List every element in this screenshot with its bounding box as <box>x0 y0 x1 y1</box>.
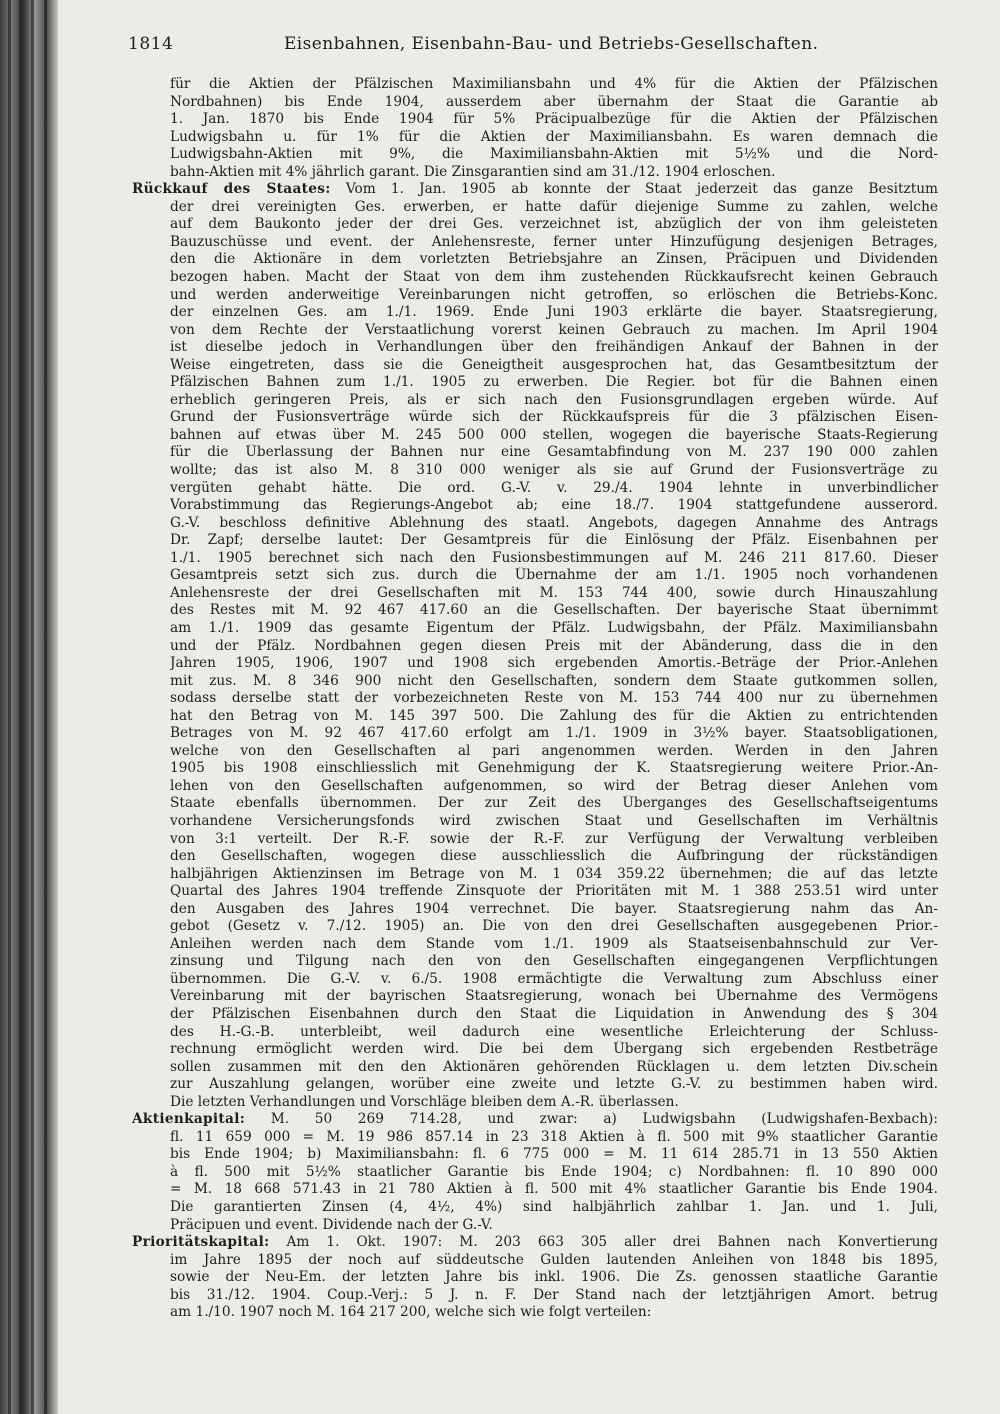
text-line: des Restes mit M. 92 467 417.60 an die Gesellschaften. Der bayerische Staat übernimmt <box>170 602 938 619</box>
text-line: sowie der Neu-Em. der letzten Jahre bis inkl. 1906. Die Zs. genossen staatliche Garantie <box>170 1269 938 1286</box>
text-line: mit zus. M. 8 346 900 nicht den Gesellschaften, sondern dem Staate gutkommen sollen, <box>170 672 938 689</box>
section-label: Aktienkapital: <box>132 1111 246 1128</box>
text-line: und der Pfälz. Nordbahnen gegen diesen Preis mit der Abänderung, dass die in den <box>170 637 938 654</box>
text-line: Gesamtpreis setzt sich zus. durch die Übernahme der am 1./1. 1905 noch vorhandenen <box>170 567 938 584</box>
page-header <box>128 34 938 60</box>
text-line: am 1./10. 1907 noch M. 164 217 200, welche sich wie folgt verteilen: <box>170 1304 652 1321</box>
text-line: Ludwigsbahn-Aktien mit 9%, die Maximiliansbahn-Aktien mit 5½% und die Nord- <box>170 146 938 163</box>
text-line: Pfälzischen Bahnen zum 1./1. 1905 zu erwerben. Die Regier. bot für die Bahnen einen <box>170 374 938 391</box>
text-line: auf dem Baukonto jeder der drei Ges. verzeichnet ist, abzüglich der von ihm geleisteten <box>170 216 938 233</box>
section-prioritaetskapital <box>132 1234 938 1322</box>
text-line: = M. 18 668 571.43 in 21 780 Aktien à fl. 500 mit 4% staatlicher Garantie bis Ende 1904. <box>170 1181 938 1198</box>
spine-stripe <box>8 0 11 1414</box>
text-line: Die garantierten Zinsen (4, 4½, 4%) sind halbjährlich zahlbar 1. Jan. und 1. Juli, <box>170 1199 938 1215</box>
text-line: erheblich geringeren Preis, als er sich nach den Fusionsgrundlagen ergeben würde. Auf <box>170 391 938 408</box>
text-line: Die letzten Verhandlungen und Vorschläge bleiben dem A.-R. überlassen. <box>170 1093 679 1110</box>
text-line: halbjährigen Aktienzinsen im Betrage von M. 1 034 359.22 übernehmen; die auf das letzte <box>170 865 938 882</box>
text-line: im Jahre 1895 der noch auf süddeutsche Gulden lautenden Anleihen von 1848 bis 1895, <box>170 1251 938 1268</box>
section-aktienkapital <box>132 1111 938 1234</box>
text-line: bezogen haben. Macht der Staat von dem ihm zustehenden Rückkaufsrecht keinen Gebrauch <box>170 269 938 286</box>
spine-stripe <box>19 0 22 1414</box>
running-title: Eisenbahnen, Eisenbahn-Bau- und Betriebs-Gesellschaften. <box>284 34 819 54</box>
section-rueckkauf <box>132 181 938 1111</box>
text-line: 1./1. 1905 berechnet sich nach den Fusionsbestimmungen auf M. 246 211 817.60. Dieser <box>170 549 938 566</box>
body-text <box>132 76 938 1396</box>
text-line: Weise eingetreten, dass sie die Geneigtheit ausgesprochen hat, das Gesamtbesitztum der <box>170 356 938 373</box>
text-line: für die Überlassung der Bahnen nur eine Gesamtabfindung von M. 237 190 000 zahlen <box>170 444 938 461</box>
text-line: und werden anderweitige Vereinbarungen nicht getroffen, so erlöschen die Betriebs-Konc. <box>170 286 938 303</box>
text-line: übernommen. Die G.-V. v. 6./5. 1908 ermächtigte die Verwaltung zum Abschluss einer <box>170 970 938 987</box>
spine-stripe <box>31 0 34 1414</box>
section-lines <box>132 1129 938 1234</box>
text-line: den die Aktionäre in dem vorletzten Betriebsjahre an Zinsen, Präcipuen und Dividenden <box>170 251 938 268</box>
text-line: wollte; das ist also M. 8 310 000 weniger als sie auf Grund der Fusionsverträge zu <box>170 462 938 479</box>
text-line: der Pfälzischen Eisenbahnen durch den Staat die Liquidation in Anwendung des § 304 <box>170 1005 938 1022</box>
text-line: bis Ende 1904; b) Maximiliansbahn: fl. 6 775 000 = M. 11 614 285.71 in 13 550 Aktien <box>170 1146 938 1163</box>
text-line: Nordbahnen) bis Ende 1904, ausserdem aber übernahm der Staat die Garantie ab <box>170 93 938 110</box>
text-line: für die Aktien der Pfälzischen Maximiliansbahn und 4% für die Aktien der Pfälzischen <box>170 76 938 92</box>
text-line: ist dieselbe jedoch in Verhandlungen über den freihändigen Ankauf der Bahnen in der <box>170 339 938 356</box>
text-line: zinsung und Tilgung nach den von den Gesellschaften eingegangenen Verpflichtungen <box>170 953 938 970</box>
section-lines <box>132 1252 938 1322</box>
intro-paragraph <box>132 76 938 181</box>
text-line: von 3:1 verteilt. Der R.-F. sowie der R.-F. zur Verfügung der Verwaltung verbleiben <box>170 830 938 847</box>
text-line: rechnung ermöglicht werden wird. Die bei dem Übergang sich ergebenden Restbeträge <box>170 1041 938 1058</box>
text-line: bahnen auf etwas über M. 245 500 000 stellen, wogegen die bayerische Staats-Regierung <box>170 426 938 443</box>
text-line: Dr. Zapf; derselbe lautet: Der Gesamtpreis für die Einlösung der Pfälz. Eisenbahnen per <box>170 532 938 549</box>
text-line: von dem Rechte der Verstaatlichung vorerst keinen Gebrauch zu machen. Im April 1904 <box>170 321 938 338</box>
section-first-line: Am 1. Okt. 1907: M. 203 663 305 aller drei Bahnen nach Konvertierung <box>286 1234 938 1251</box>
book-spine-shadow <box>0 0 58 1414</box>
text-line: am 1./1. 1909 das gesamte Eigentum der Pfälz. Ludwigsbahn, der Pfälz. Maximiliansbahn <box>170 619 938 636</box>
text-line: Anleihen werden nach dem Stande vom 1./1. 1909 als Staatseisenbahnschuld zur Ver- <box>170 935 938 952</box>
text-line: 1905 bis 1908 einschliesslich mit Genehmigung der K. Staatsregierung weitere Prior.-An- <box>170 760 938 777</box>
text-line: Anlehensreste der drei Gesellschaften mit M. 153 744 400, sowie durch Hinauszahlung <box>170 584 938 601</box>
text-line: Bauzuschüsse und event. der Anlehensreste, ferner unter Hinzufügung desjenigen Betrages, <box>170 233 938 250</box>
page-number: 1814 <box>128 34 174 54</box>
text-line: den Gesellschaften, wogegen diese ausschliesslich die Aufbringung der rückständigen <box>170 848 938 865</box>
section-label: Rückkauf des Staates: <box>132 181 331 198</box>
text-line: Staate ebenfalls übernommen. Der zur Zeit des Überganges des Gesellschaftseigentums <box>170 795 938 812</box>
spine-stripe <box>44 0 47 1414</box>
text-line: sodass derselbe statt der vorbezeichneten Reste von M. 153 744 400 nur zu übernehmen <box>170 690 938 707</box>
text-line: Ludwigsbahn u. für 1% für die Aktien der Maximiliansbahn. Es waren demnach die <box>170 128 938 145</box>
text-line: Quartal des Jahres 1904 treffende Zinsquote der Prioritäten mit M. 1 388 253.51 wird unter <box>170 883 938 900</box>
text-line: Grund der Fusionsverträge würde sich der Rückkaufspreis für die 3 pfälzischen Eisen- <box>170 409 938 426</box>
text-line: vorhandene Versicherungsfonds wird zwischen Staat und Gesellschaften im Verhältnis <box>170 812 938 829</box>
text-line: vergüten gehabt hätte. Die ord. G.-V. v. 29./4. 1904 lehnte in unverbindlicher <box>170 479 938 496</box>
text-line: Präcipuen und event. Dividende nach der G.-V. <box>170 1216 493 1233</box>
text-line: Betrages von M. 92 467 417.60 erfolgt am 1./1. 1909 in 3½% bayer. Staatsobligationen, <box>170 725 938 742</box>
text-line: Jahren 1905, 1906, 1907 und 1908 sich ergebenden Amortis.-Beträge der Prior.-Anlehen <box>170 655 938 672</box>
text-line: G.-V. beschloss definitive Ablehnung des staatl. Angebots, dagegen Annahme des Antrags <box>170 514 938 531</box>
text-line: der einzelnen Ges. am 1./1. 1969. Ende Juni 1903 erklärte die bayer. Staatsregierung, <box>170 304 938 321</box>
text-line: zur Auszahlung gelangen, worüber eine zweite und letzte G.-V. zu bestimmen haben wird. <box>170 1076 938 1093</box>
text-line: Vorabstimmung das Regierungs-Angebot ab; eine 18./7. 1904 stattgefundene ausserord. <box>170 497 938 514</box>
text-line: bahn-Aktien mit 4% jährlich garant. Die Zinsgarantien sind am 31./12. 1904 erloschen. <box>170 163 776 180</box>
text-line: der drei vereinigten Ges. erwerben, er hatte dafür diejenige Summe zu zahlen, welche <box>170 198 938 215</box>
section-first-line: Vom 1. Jan. 1905 ab konnte der Staat jederzeit das ganze Besitztum <box>345 181 938 198</box>
text-line: fl. 11 659 000 = M. 19 986 857.14 in 23 318 Aktien à fl. 500 mit 9% staatlicher Garantie <box>170 1128 938 1145</box>
text-line: gebot (Gesetz v. 7./12. 1905) an. Die von den drei Gesellschaften ausgegebenen Prior.- <box>170 918 938 935</box>
section-first-line: M. 50 269 714.28, und zwar: a) Ludwigsbahn (Ludwigshafen-Bexbach): <box>270 1111 938 1128</box>
text-line: sollen zusammen mit den den Aktionären gehörenden Rücklagen u. dem letzten Div.schein <box>170 1058 938 1075</box>
section-lines <box>132 199 938 1111</box>
text-line: des H.-G.-B. unterbleibt, weil dadurch eine wesentliche Erleichterung der Schluss- <box>170 1023 938 1040</box>
text-line: hat den Betrag von M. 145 397 500. Die Zahlung des für die Aktien zu entrichtenden <box>170 707 938 724</box>
text-line: bis 31./12. 1904. Coup.-Verj.: 5 J. n. F. Der Stand nach der letztjährigen Amort. betrug <box>170 1286 938 1303</box>
section-label: Prioritätskapital: <box>132 1234 270 1251</box>
text-line: Vereinbarung mit der bayrischen Staatsregierung, wonach bei Übernahme des Vermögens <box>170 988 938 1005</box>
text-line: den Ausgaben des Jahres 1904 verrechnet. Die bayer. Staatsregierung nahm das An- <box>170 900 938 917</box>
text-line: lehen von den Gesellschaften aufgenommen, so wird der Betrag dieser Anlehen vom <box>170 777 938 794</box>
text-line: 1. Jan. 1870 bis Ende 1904 für 5% Präcipualbezüge für die Aktien der Pfälzischen <box>170 111 938 128</box>
text-line: welche von den Gesellschaften al pari angenommen werden. Werden in den Jahren <box>170 742 938 759</box>
text-line: à fl. 500 mit 5½% staatlicher Garantie bis Ende 1904; c) Nordbahnen: fl. 10 890 000 <box>170 1163 938 1180</box>
